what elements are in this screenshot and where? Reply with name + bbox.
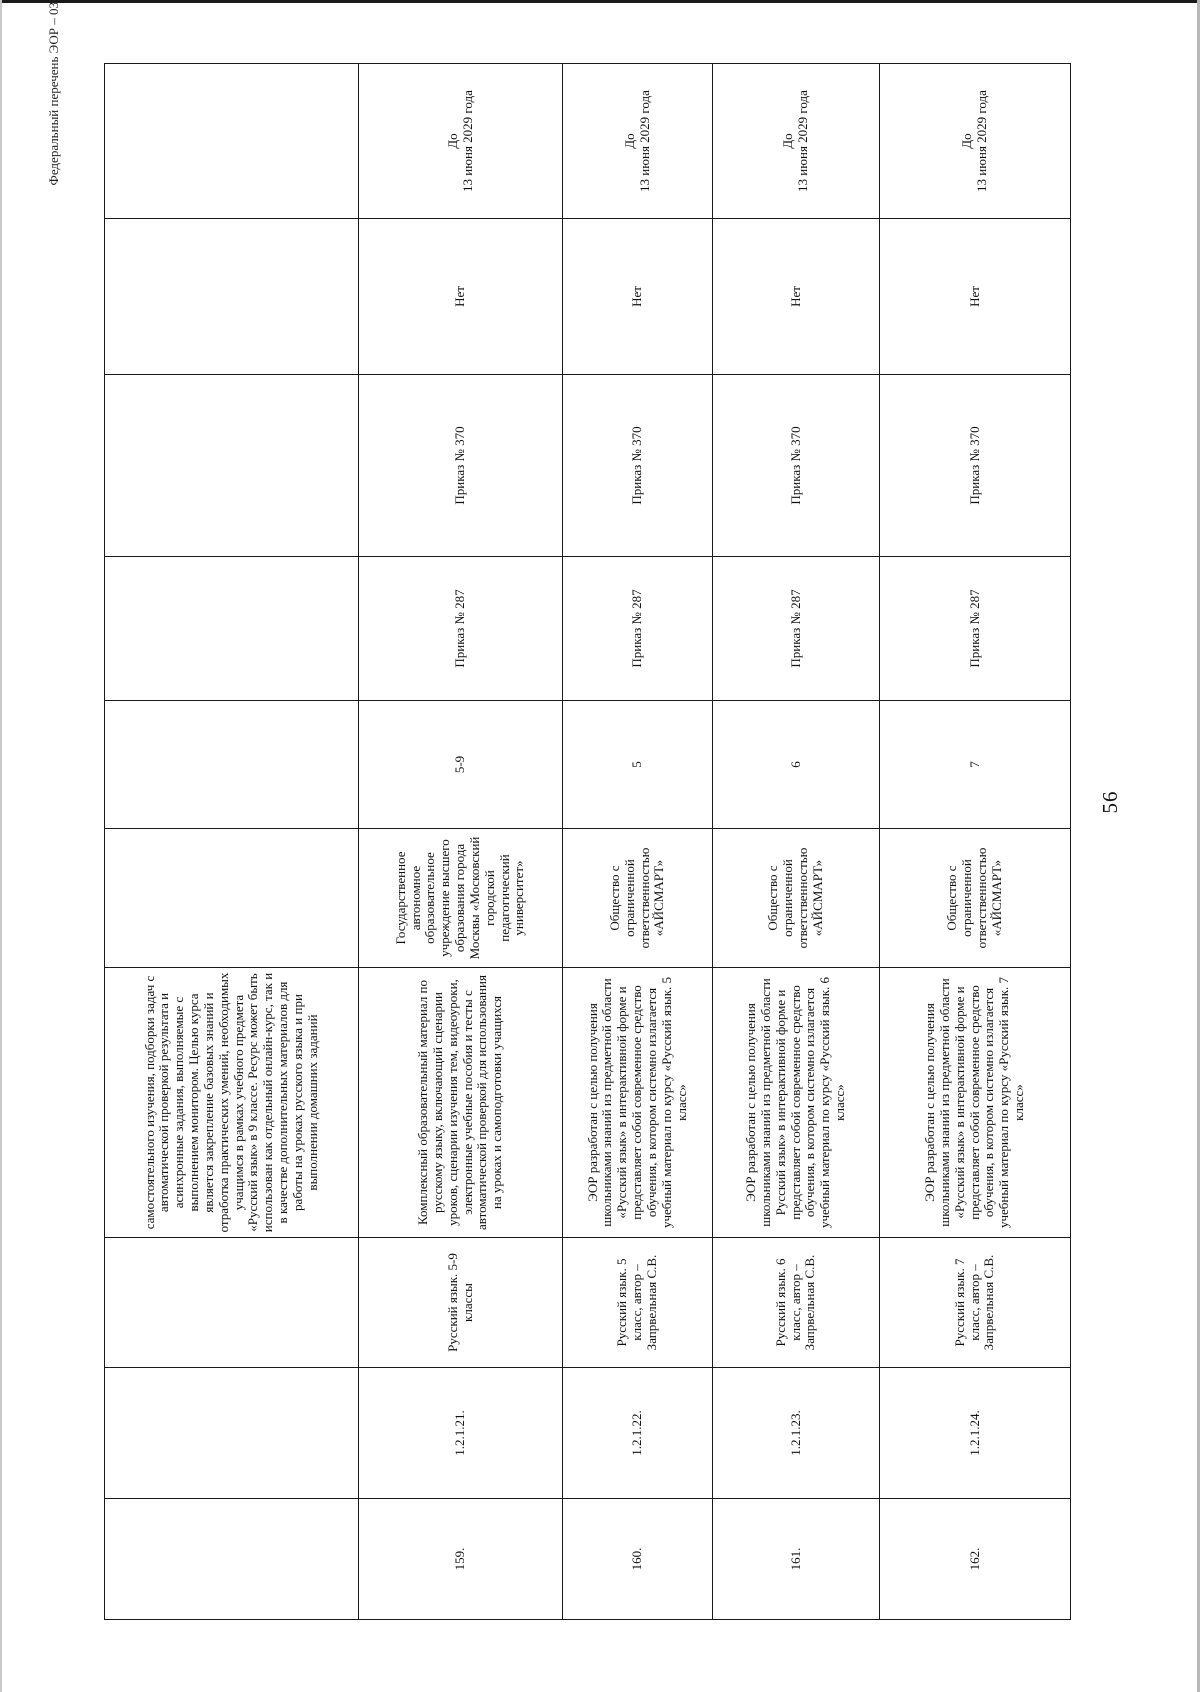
cell-organization: Общество с ограниченной ответственностью «АЙСМАРТ»: [880, 829, 1071, 968]
cell-order-1: Приказ № 287: [713, 557, 880, 701]
table-row: [880, 64, 1071, 1620]
table-row: [563, 64, 713, 1620]
cell-organization: Общество с ограниченной ответственностью «АЙСМАРТ»: [713, 829, 880, 968]
cell-description: ЭОР разработан с целью получения школьниками знаний из предметной области «Русский язык» в интерактивной форме и представляет собой современное средство обучения, в котором системно излагается учебный материал по курсу «Русский язык. 5 класс»: [563, 968, 713, 1238]
cell-until: До 13 июня 2029 года: [880, 64, 1071, 219]
cell-extra: Нет: [713, 219, 880, 375]
cell-grades: 7: [880, 701, 1071, 829]
cell-order-1: Приказ № 287: [359, 557, 563, 701]
cell-order-1: Приказ № 287: [563, 557, 713, 701]
cell-order-2: Приказ № 370: [880, 375, 1071, 557]
cell-order-2: Приказ № 370: [359, 375, 563, 557]
cell-grades: 5: [563, 701, 713, 829]
footer-text: Федеральный перечень ЭОР – 03: [46, 2, 61, 186]
cell-extra: Нет: [880, 219, 1071, 375]
cell-until: [105, 64, 359, 219]
cell-until: До 13 июня 2029 года: [713, 64, 880, 219]
cell-name: Русский язык. 5-9 классы: [359, 1238, 563, 1368]
cell-order-1: [105, 557, 359, 701]
cell-order-2: Приказ № 370: [563, 375, 713, 557]
cell-num: 160.: [563, 1499, 713, 1620]
cell-grades: 5-9: [359, 701, 563, 829]
table-row-continuation: [105, 64, 359, 1620]
cell-num: 161.: [713, 1499, 880, 1620]
cell-order-2: Приказ № 370: [713, 375, 880, 557]
cell-extra: [105, 219, 359, 375]
cell-until: До 13 июня 2029 года: [563, 64, 713, 219]
cell-organization: Государственное автономное образовательное учреждение высшего образования города Москвы «Московский городской педагогический университет»: [359, 829, 563, 968]
cell-name: Русский язык. 5 класс, автор – Запрвельная С.В.: [563, 1238, 713, 1368]
cell-num: [105, 1499, 359, 1620]
cell-code: 1.2.1.22.: [563, 1368, 713, 1499]
cell-num: 162.: [880, 1499, 1071, 1620]
page-number: 56: [1098, 790, 1122, 814]
cell-organization: [105, 829, 359, 968]
cell-code: [105, 1368, 359, 1499]
table-row: [359, 64, 563, 1620]
cell-code: 1.2.1.23.: [713, 1368, 880, 1499]
cell-extra: Нет: [563, 219, 713, 375]
cell-extra: Нет: [359, 219, 563, 375]
cell-grades: [105, 701, 359, 829]
cell-num: 159.: [359, 1499, 563, 1620]
cell-description: самостоятельного изучения, подборки задач с автоматической проверкой результата и асинхронные задания, выполняемые с выполнением монитором. Целью курса является закрепление базовых знаний и отработка практических умений, необходимых учащимся в рамках учебного предмета «Русский язык» в 9 классе. Ресурс может быть использован как отдельный онлайн-курс, так и в качестве дополнительных материалов для работы на уроках русского языка и при выполнении домашних заданий: [105, 968, 359, 1238]
resource-table: [104, 63, 1071, 1620]
cell-description: ЭОР разработан с целью получения школьниками знаний из предметной области Русский язык» в интерактивной форме и представляет собой современное средство обучения, в котором системно излагается учебный материал по курсу «Русский язык. 6 класс»: [713, 968, 880, 1238]
cell-until: До 13 июня 2029 года: [359, 64, 563, 219]
cell-order-2: [105, 375, 359, 557]
cell-description: ЭОР разработан с целью получения школьниками знаний из предметной области «Русский язык» в интерактивной форме и представляет собой современное средство обучения, в котором системно излагается учебный материал по курсу «Русский язык. 7 класс»: [880, 968, 1071, 1238]
cell-grades: 6: [713, 701, 880, 829]
cell-name: Русский язык. 6 класс, автор – Запрвельная С.В.: [713, 1238, 880, 1368]
cell-code: 1.2.1.21.: [359, 1368, 563, 1499]
cell-order-1: Приказ № 287: [880, 557, 1071, 701]
cell-name: Русский язык. 7 класс, автор – Запрвельная С.В.: [880, 1238, 1071, 1368]
cell-description: Комплексный образовательный материал по русскому языку, включающий сценарии уроков, сценарии изучения тем, видеоуроки, электронные учебные пособия и тесты с автоматической проверкой для использования на уроках и самоподготовки учащихся: [359, 968, 563, 1238]
table-row: [713, 64, 880, 1620]
cell-code: 1.2.1.24.: [880, 1368, 1071, 1499]
cell-name: [105, 1238, 359, 1368]
cell-organization: Общество с ограниченной ответственностью «АЙСМАРТ»: [563, 829, 713, 968]
